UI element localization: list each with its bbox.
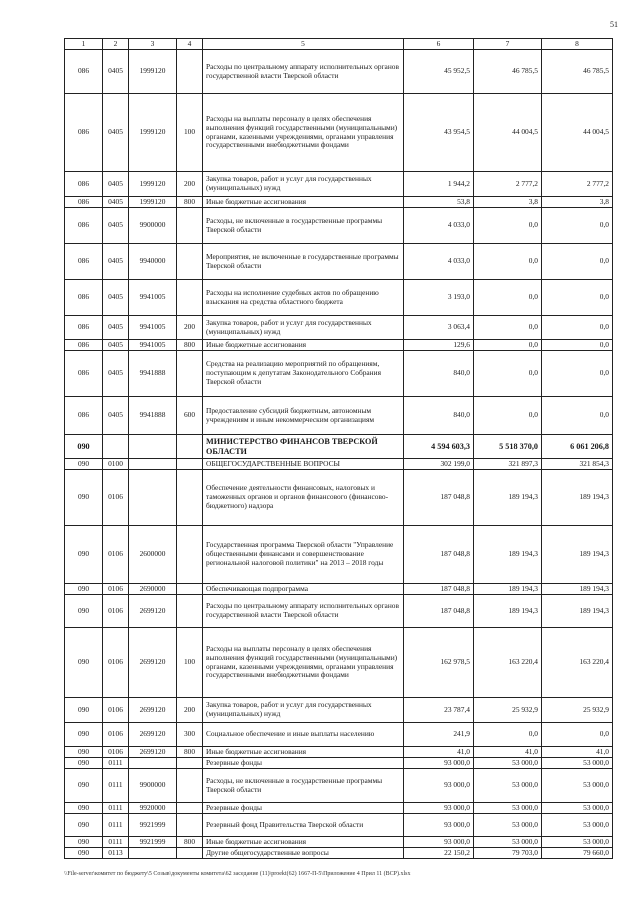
expense-type-cell: 200	[177, 316, 203, 340]
expense-type-cell: 600	[177, 397, 203, 435]
table-row	[65, 628, 613, 698]
section-code-cell: 0106	[103, 723, 129, 747]
amount-year2-cell: 0,0	[474, 244, 542, 280]
expense-type-cell	[177, 803, 203, 814]
amount-year3-cell: 0,0	[542, 316, 613, 340]
section-code-cell: 0106	[103, 526, 129, 584]
admin-code-cell: 086	[65, 50, 103, 94]
amount-year2-cell: 189 194,3	[474, 526, 542, 584]
amount-year1-cell: 3 063,4	[404, 316, 474, 340]
amount-year2-cell: 0,0	[474, 208, 542, 244]
amount-year3-cell: 53 000,0	[542, 769, 613, 803]
target-article-cell: 2690000	[129, 584, 177, 595]
description-cell: Другие общегосударственные вопросы	[203, 848, 404, 859]
table-row	[65, 459, 613, 470]
amount-year1-cell: 4 033,0	[404, 244, 474, 280]
description-cell: Расходы на исполнение судебных актов по обращению взыскания на средства областного бюджета	[203, 280, 404, 316]
amount-year2-cell: 79 703,0	[474, 848, 542, 859]
description-cell: Расходы на выплаты персоналу в целях обеспечения выполнения функций государственными (муниципальными) органами, казенными учреждениями, органами управления государственными внебюджетными фондами	[203, 94, 404, 172]
file-path-footer: \\File-server\комитет по бюджету\5 Созыв\документы комитета\62 заседание (11)\proekt(62) 1667-П-5\Приложение 4 Прил 11 (ВСР).xlsx	[64, 871, 411, 877]
admin-code-cell: 090	[65, 435, 103, 459]
amount-year2-cell: 53 000,0	[474, 837, 542, 848]
description-cell: Резервные фонды	[203, 758, 404, 769]
target-article-cell: 2699120	[129, 595, 177, 628]
target-article-cell	[129, 848, 177, 859]
admin-code-cell: 090	[65, 459, 103, 470]
amount-year3-cell: 189 194,3	[542, 584, 613, 595]
amount-year2-cell: 41,0	[474, 747, 542, 758]
description-cell: Расходы по центральному аппарату исполнительных органов государственной власти Тверской области	[203, 595, 404, 628]
expense-type-cell: 200	[177, 698, 203, 723]
target-article-cell: 1999120	[129, 94, 177, 172]
admin-code-cell: 086	[65, 172, 103, 197]
section-code-cell: 0106	[103, 595, 129, 628]
amount-year2-cell: 44 004,5	[474, 94, 542, 172]
target-article-cell: 9941888	[129, 351, 177, 397]
amount-year3-cell: 0,0	[542, 340, 613, 351]
target-article-cell: 9941888	[129, 397, 177, 435]
target-article-cell: 2699120	[129, 698, 177, 723]
admin-code-cell: 086	[65, 197, 103, 208]
admin-code-cell: 086	[65, 280, 103, 316]
table-row	[65, 351, 613, 397]
header-cell: 8	[542, 39, 613, 50]
expense-type-cell	[177, 459, 203, 470]
amount-year1-cell: 1 944,2	[404, 172, 474, 197]
amount-year1-cell: 187 048,8	[404, 526, 474, 584]
expense-type-cell: 100	[177, 94, 203, 172]
amount-year2-cell: 25 932,9	[474, 698, 542, 723]
admin-code-cell: 090	[65, 526, 103, 584]
admin-code-cell: 090	[65, 758, 103, 769]
table-row	[65, 747, 613, 758]
expense-type-cell	[177, 244, 203, 280]
target-article-cell: 9900000	[129, 769, 177, 803]
amount-year2-cell: 0,0	[474, 316, 542, 340]
amount-year3-cell: 25 932,9	[542, 698, 613, 723]
section-code-cell: 0405	[103, 244, 129, 280]
target-article-cell: 2699120	[129, 747, 177, 758]
description-cell: Закупка товаров, работ и услуг для государственных (муниципальных) нужд	[203, 316, 404, 340]
table-row	[65, 244, 613, 280]
table-row	[65, 803, 613, 814]
target-article-cell: 2699120	[129, 628, 177, 698]
section-code-cell: 0106	[103, 698, 129, 723]
amount-year3-cell: 0,0	[542, 280, 613, 316]
amount-year1-cell: 22 150,2	[404, 848, 474, 859]
admin-code-cell: 086	[65, 94, 103, 172]
page-number: 51	[610, 20, 618, 29]
section-code-cell: 0405	[103, 94, 129, 172]
admin-code-cell: 086	[65, 397, 103, 435]
description-cell: ОБЩЕГОСУДАРСТВЕННЫЕ ВОПРОСЫ	[203, 459, 404, 470]
target-article-cell: 2600000	[129, 526, 177, 584]
table-row	[65, 470, 613, 526]
description-cell: Иные бюджетные ассигнования	[203, 837, 404, 848]
admin-code-cell: 090	[65, 628, 103, 698]
section-code-cell: 0405	[103, 351, 129, 397]
table-row	[65, 723, 613, 747]
amount-year1-cell: 41,0	[404, 747, 474, 758]
admin-code-cell: 086	[65, 244, 103, 280]
section-code-cell: 0405	[103, 197, 129, 208]
expense-type-cell	[177, 769, 203, 803]
description-cell: Средства на реализацию мероприятий по обращениям, поступающим к депутатам Законодательного Собрания Тверской области	[203, 351, 404, 397]
admin-code-cell: 090	[65, 769, 103, 803]
amount-year3-cell: 46 785,5	[542, 50, 613, 94]
table-row	[65, 435, 613, 459]
admin-code-cell: 090	[65, 584, 103, 595]
table-row	[65, 208, 613, 244]
expense-type-cell	[177, 526, 203, 584]
description-cell: Обеспечение деятельности финансовых, налоговых и таможенных органов и органов финансового (финансово-бюджетного) надзора	[203, 470, 404, 526]
amount-year1-cell: 53,8	[404, 197, 474, 208]
amount-year3-cell: 163 220,4	[542, 628, 613, 698]
section-code-cell: 0113	[103, 848, 129, 859]
expense-type-cell	[177, 280, 203, 316]
section-code-cell: 0111	[103, 837, 129, 848]
amount-year2-cell: 0,0	[474, 351, 542, 397]
admin-code-cell: 090	[65, 698, 103, 723]
amount-year1-cell: 45 952,5	[404, 50, 474, 94]
amount-year3-cell: 2 777,2	[542, 172, 613, 197]
table-row	[65, 758, 613, 769]
admin-code-cell: 086	[65, 351, 103, 397]
target-article-cell: 9900000	[129, 208, 177, 244]
expense-type-cell	[177, 814, 203, 837]
amount-year3-cell: 6 061 206,8	[542, 435, 613, 459]
amount-year3-cell: 44 004,5	[542, 94, 613, 172]
table-row	[65, 280, 613, 316]
description-cell: Расходы, не включенные в государственные программы Тверской области	[203, 208, 404, 244]
header-cell: 3	[129, 39, 177, 50]
amount-year3-cell: 189 194,3	[542, 526, 613, 584]
amount-year3-cell: 189 194,3	[542, 470, 613, 526]
amount-year1-cell: 162 978,5	[404, 628, 474, 698]
amount-year3-cell: 321 854,3	[542, 459, 613, 470]
amount-year2-cell: 53 000,0	[474, 758, 542, 769]
expense-type-cell	[177, 435, 203, 459]
description-cell: Иные бюджетные ассигнования	[203, 197, 404, 208]
table-row	[65, 340, 613, 351]
expense-type-cell	[177, 50, 203, 94]
target-article-cell: 1999120	[129, 197, 177, 208]
header-cell: 7	[474, 39, 542, 50]
section-code-cell: 0100	[103, 459, 129, 470]
description-cell: Закупка товаров, работ и услуг для государственных (муниципальных) нужд	[203, 698, 404, 723]
section-code-cell: 0405	[103, 397, 129, 435]
amount-year2-cell: 3,8	[474, 197, 542, 208]
amount-year1-cell: 23 787,4	[404, 698, 474, 723]
amount-year2-cell: 0,0	[474, 397, 542, 435]
amount-year1-cell: 43 954,5	[404, 94, 474, 172]
description-cell: Обеспечивающая подпрограмма	[203, 584, 404, 595]
target-article-cell: 9920000	[129, 803, 177, 814]
expense-type-cell: 800	[177, 197, 203, 208]
section-code-cell: 0111	[103, 769, 129, 803]
description-cell: Резервный фонд Правительства Тверской области	[203, 814, 404, 837]
admin-code-cell: 090	[65, 814, 103, 837]
target-article-cell: 9921999	[129, 814, 177, 837]
amount-year2-cell: 0,0	[474, 340, 542, 351]
amount-year3-cell: 0,0	[542, 208, 613, 244]
expense-type-cell: 800	[177, 340, 203, 351]
amount-year2-cell: 53 000,0	[474, 814, 542, 837]
amount-year3-cell: 53 000,0	[542, 758, 613, 769]
amount-year2-cell: 2 777,2	[474, 172, 542, 197]
amount-year1-cell: 4 594 603,3	[404, 435, 474, 459]
table-row	[65, 94, 613, 172]
table-row	[65, 197, 613, 208]
section-code-cell: 0111	[103, 758, 129, 769]
description-cell: Государственная программа Тверской области "Управление общественными финансами и совершенствование региональной налоговой политики" на 2013 – 2018 годы	[203, 526, 404, 584]
admin-code-cell: 090	[65, 723, 103, 747]
section-code-cell: 0111	[103, 814, 129, 837]
header-cell: 2	[103, 39, 129, 50]
target-article-cell	[129, 758, 177, 769]
amount-year3-cell: 3,8	[542, 197, 613, 208]
section-code-cell: 0405	[103, 280, 129, 316]
target-article-cell	[129, 459, 177, 470]
amount-year1-cell: 93 000,0	[404, 758, 474, 769]
amount-year3-cell: 79 660,0	[542, 848, 613, 859]
table-row	[65, 769, 613, 803]
amount-year3-cell: 0,0	[542, 723, 613, 747]
section-code-cell: 0106	[103, 470, 129, 526]
table-row	[65, 316, 613, 340]
section-code-cell: 0405	[103, 208, 129, 244]
expense-type-cell	[177, 758, 203, 769]
description-cell: Иные бюджетные ассигнования	[203, 747, 404, 758]
header-cell: 5	[203, 39, 404, 50]
admin-code-cell: 090	[65, 848, 103, 859]
amount-year3-cell: 0,0	[542, 244, 613, 280]
description-cell: Мероприятия, не включенные в государственные программы Тверской области	[203, 244, 404, 280]
table-row	[65, 584, 613, 595]
budget-table	[64, 38, 613, 859]
table-row	[65, 397, 613, 435]
expense-type-cell: 100	[177, 628, 203, 698]
target-article-cell: 9941005	[129, 280, 177, 316]
description-cell: Закупка товаров, работ и услуг для государственных (муниципальных) нужд	[203, 172, 404, 197]
table-row	[65, 50, 613, 94]
amount-year2-cell: 53 000,0	[474, 803, 542, 814]
expense-type-cell: 800	[177, 837, 203, 848]
section-code-cell: 0111	[103, 803, 129, 814]
description-cell: Расходы по центральному аппарату исполнительных органов государственной власти Тверской области	[203, 50, 404, 94]
expense-type-cell	[177, 584, 203, 595]
target-article-cell: 2699120	[129, 723, 177, 747]
description-cell: Иные бюджетные ассигнования	[203, 340, 404, 351]
table-row	[65, 698, 613, 723]
table-row	[65, 837, 613, 848]
table-row	[65, 526, 613, 584]
target-article-cell	[129, 470, 177, 526]
amount-year2-cell: 189 194,3	[474, 584, 542, 595]
amount-year2-cell: 5 518 370,0	[474, 435, 542, 459]
description-cell: Социальное обеспечение и иные выплаты населению	[203, 723, 404, 747]
amount-year1-cell: 840,0	[404, 351, 474, 397]
amount-year1-cell: 4 033,0	[404, 208, 474, 244]
admin-code-cell: 086	[65, 316, 103, 340]
admin-code-cell: 090	[65, 803, 103, 814]
table-row	[65, 595, 613, 628]
target-article-cell: 1999120	[129, 50, 177, 94]
admin-code-cell: 090	[65, 747, 103, 758]
target-article-cell: 9921999	[129, 837, 177, 848]
amount-year1-cell: 93 000,0	[404, 814, 474, 837]
target-article-cell: 9940000	[129, 244, 177, 280]
header-cell: 6	[404, 39, 474, 50]
amount-year2-cell: 0,0	[474, 280, 542, 316]
amount-year1-cell: 93 000,0	[404, 803, 474, 814]
amount-year3-cell: 41,0	[542, 747, 613, 758]
amount-year3-cell: 53 000,0	[542, 803, 613, 814]
amount-year2-cell: 189 194,3	[474, 595, 542, 628]
expense-type-cell: 300	[177, 723, 203, 747]
expense-type-cell	[177, 595, 203, 628]
amount-year3-cell: 0,0	[542, 351, 613, 397]
target-article-cell	[129, 435, 177, 459]
amount-year1-cell: 302 199,0	[404, 459, 474, 470]
description-cell: Расходы, не включенные в государственные программы Тверской области	[203, 769, 404, 803]
section-code-cell: 0106	[103, 628, 129, 698]
table-header-row	[65, 39, 613, 50]
section-code-cell: 0405	[103, 172, 129, 197]
target-article-cell: 1999120	[129, 172, 177, 197]
expense-type-cell: 800	[177, 747, 203, 758]
amount-year2-cell: 321 897,3	[474, 459, 542, 470]
amount-year1-cell: 93 000,0	[404, 837, 474, 848]
amount-year1-cell: 93 000,0	[404, 769, 474, 803]
description-cell: МИНИСТЕРСТВО ФИНАНСОВ ТВЕРСКОЙ ОБЛАСТИ	[203, 435, 404, 459]
amount-year2-cell: 46 785,5	[474, 50, 542, 94]
amount-year1-cell: 129,6	[404, 340, 474, 351]
admin-code-cell: 086	[65, 208, 103, 244]
description-cell: Резервные фонды	[203, 803, 404, 814]
admin-code-cell: 090	[65, 837, 103, 848]
amount-year3-cell: 53 000,0	[542, 837, 613, 848]
amount-year1-cell: 187 048,8	[404, 584, 474, 595]
amount-year2-cell: 163 220,4	[474, 628, 542, 698]
amount-year1-cell: 187 048,8	[404, 470, 474, 526]
section-code-cell	[103, 435, 129, 459]
section-code-cell: 0405	[103, 340, 129, 351]
amount-year2-cell: 0,0	[474, 723, 542, 747]
expense-type-cell: 200	[177, 172, 203, 197]
amount-year3-cell: 53 000,0	[542, 814, 613, 837]
description-cell: Расходы на выплаты персоналу в целях обеспечения выполнения функций государственными (муниципальными) органами, казенными учреждениями, органами управления государственными внебюджетными фондами	[203, 628, 404, 698]
header-cell: 4	[177, 39, 203, 50]
admin-code-cell: 090	[65, 595, 103, 628]
admin-code-cell: 086	[65, 340, 103, 351]
expense-type-cell	[177, 470, 203, 526]
section-code-cell: 0106	[103, 747, 129, 758]
section-code-cell: 0405	[103, 50, 129, 94]
target-article-cell: 9941005	[129, 340, 177, 351]
header-cell: 1	[65, 39, 103, 50]
target-article-cell: 9941005	[129, 316, 177, 340]
amount-year2-cell: 53 000,0	[474, 769, 542, 803]
expense-type-cell	[177, 208, 203, 244]
amount-year1-cell: 187 048,8	[404, 595, 474, 628]
table-row	[65, 848, 613, 859]
section-code-cell: 0106	[103, 584, 129, 595]
amount-year3-cell: 0,0	[542, 397, 613, 435]
amount-year1-cell: 241,9	[404, 723, 474, 747]
table-row	[65, 172, 613, 197]
section-code-cell: 0405	[103, 316, 129, 340]
amount-year1-cell: 3 193,0	[404, 280, 474, 316]
expense-type-cell	[177, 848, 203, 859]
description-cell: Предоставление субсидий бюджетным, автономным учреждениям и иным некоммерческим организациям	[203, 397, 404, 435]
expense-type-cell	[177, 351, 203, 397]
amount-year2-cell: 189 194,3	[474, 470, 542, 526]
admin-code-cell: 090	[65, 470, 103, 526]
table-row	[65, 814, 613, 837]
amount-year1-cell: 840,0	[404, 397, 474, 435]
amount-year3-cell: 189 194,3	[542, 595, 613, 628]
